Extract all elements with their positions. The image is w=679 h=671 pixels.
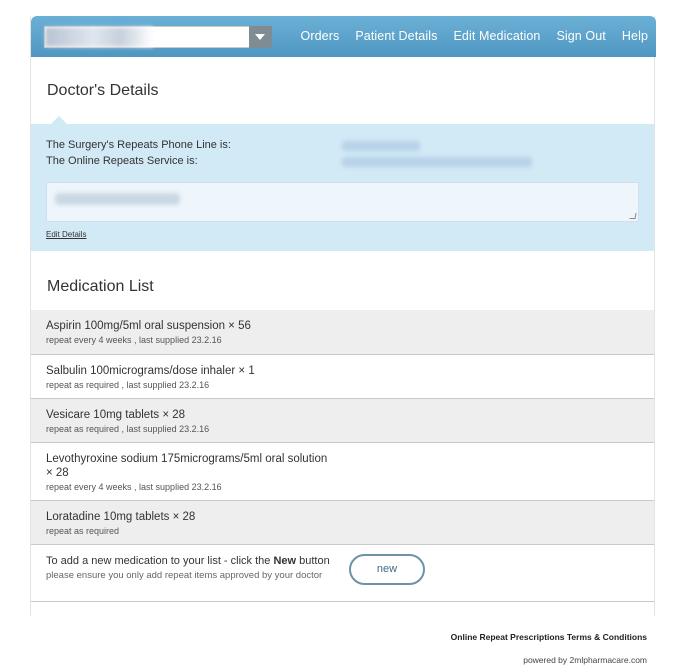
medication-quantity: × 28 <box>46 467 69 479</box>
nav-patient-details[interactable]: Patient Details <box>355 29 438 43</box>
medication-repeat-info: repeat as required <box>46 526 120 536</box>
medication-name: Salbulin 100micrograms/dose inhaler × 1 <box>46 365 255 377</box>
medication-name: Loratadine 10mg tablets × 28 <box>46 511 196 523</box>
patient-select-dropdown[interactable] <box>44 26 272 48</box>
medication-repeat-info: repeat as required , last supplied 23.2.16 <box>46 424 210 434</box>
nav-orders[interactable]: Orders <box>300 29 340 43</box>
medication-repeat-info: repeat every 4 weeks , last supplied 23.2.16 <box>46 482 222 492</box>
repeats-phone-label: The Surgery's Repeats Phone Line is: <box>46 139 231 151</box>
nav-edit-medication[interactable]: Edit Medication <box>453 29 541 43</box>
top-navigation-bar <box>31 16 656 57</box>
edit-details-link[interactable]: Edit Details <box>46 230 87 239</box>
nav-links <box>301 29 648 43</box>
powered-by-text: powered by 2mlpharmacare.com <box>523 655 647 665</box>
medication-item[interactable] <box>31 501 654 545</box>
medication-item[interactable] <box>31 355 654 399</box>
medication-item[interactable] <box>31 443 654 501</box>
nav-help[interactable]: Help <box>621 29 648 43</box>
medication-name: Levothyroxine sodium 175micrograms/5ml oral solution <box>46 453 328 465</box>
doctor-details-panel <box>31 124 654 251</box>
add-instruction-end: button <box>296 555 330 567</box>
doctor-notes-textarea[interactable] <box>46 182 639 222</box>
add-instruction-text: To add a new medication to your list - click the <box>46 555 274 567</box>
medication-repeat-info: repeat as required , last supplied 23.2.16 <box>46 380 210 390</box>
add-instruction-bold: New <box>273 555 297 567</box>
medication-item[interactable] <box>31 310 654 355</box>
medication-item[interactable] <box>31 399 654 443</box>
medication-name: Vesicare 10mg tablets × 28 <box>46 409 186 421</box>
add-instruction <box>46 555 330 567</box>
medication-name: Aspirin 100mg/5ml oral suspension × 56 <box>46 320 251 332</box>
redacted-patient-name <box>45 27 153 47</box>
medication-list <box>31 310 654 545</box>
add-warning: please ensure you only add repeat items approved by your doctor <box>46 570 323 581</box>
medication-list-title: Medication List <box>47 278 154 295</box>
medication-repeat-info: repeat every 4 weeks , last supplied 23.2.16 <box>46 335 222 345</box>
terms-link[interactable]: Online Repeat Prescriptions Terms & Conditions <box>450 632 647 642</box>
add-medication-row <box>31 545 654 602</box>
redacted-phone-number <box>342 141 420 151</box>
redacted-service-url <box>342 157 532 167</box>
chevron-down-icon <box>255 34 265 40</box>
redacted-notes <box>55 193 180 205</box>
doctor-details-title: Doctor's Details <box>47 82 159 99</box>
panel-pointer <box>51 116 67 124</box>
dropdown-button[interactable] <box>249 26 272 48</box>
nav-sign-out[interactable]: Sign Out <box>556 29 606 43</box>
main-card <box>30 16 655 616</box>
online-service-label: The Online Repeats Service is: <box>46 155 198 167</box>
resize-handle-icon[interactable] <box>629 213 636 219</box>
new-medication-button[interactable]: new <box>349 554 425 585</box>
